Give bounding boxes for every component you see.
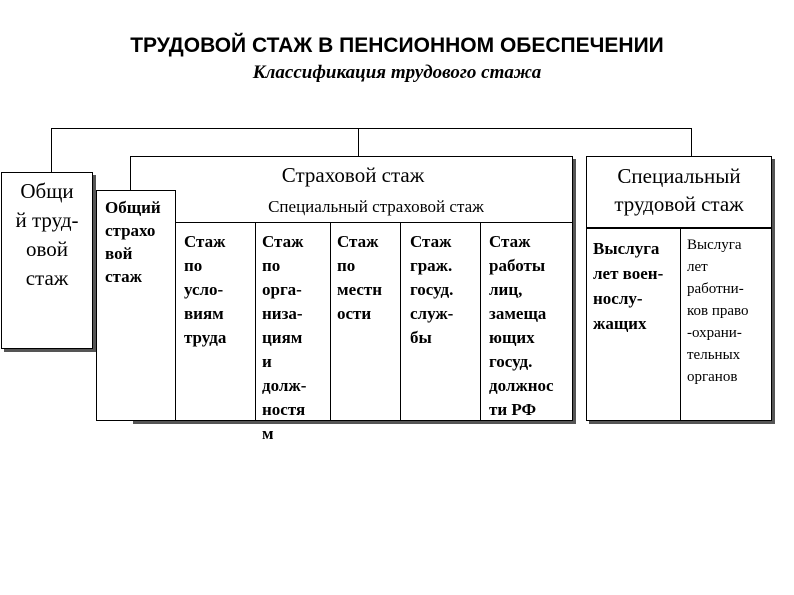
column-divider-4 — [480, 222, 481, 421]
column-divider-1 — [255, 222, 256, 421]
special-work-experience-box — [586, 156, 772, 228]
organizations-positions-experience: Стаж по орга- низа- циям и долж- ностя м — [262, 232, 307, 443]
special-work-experience-label: Специальный трудовой стаж — [614, 164, 744, 216]
connector-middle-drop — [358, 128, 359, 156]
locality-experience: Стаж по местн ости — [337, 232, 383, 323]
long-service-divider — [680, 229, 681, 420]
special-insurance-experience-label: Специальный страховой стаж — [268, 197, 484, 216]
law-enforcement-long-service: Выслуга лет работни- ков право -охрани- тельных органов — [687, 237, 749, 385]
page-subtitle: Классификация трудового стажа — [252, 62, 542, 83]
column-divider-2 — [330, 222, 331, 421]
insurance-experience-label: Страховой стаж — [281, 163, 425, 187]
column-divider-3 — [400, 222, 401, 421]
connector-left-drop — [51, 128, 52, 172]
special-insurance-divider — [176, 222, 573, 223]
state-positions-experience: Стаж работы лиц, замеща ющих госуд. должнос ти РФ — [489, 232, 554, 419]
work-conditions-experience: Стаж по усло- виям труда — [184, 232, 227, 347]
long-service-box — [586, 228, 772, 421]
page-title: ТРУДОВОЙ СТАЖ В ПЕНСИОННОМ ОБЕСПЕЧЕНИИ — [130, 34, 664, 57]
general-work-experience-label: Общи й труд- овой стаж — [15, 179, 79, 290]
general-insurance-experience-box — [96, 190, 176, 421]
military-long-service: Выслуга лет воен- нослу- жащих — [593, 239, 664, 333]
connector-right-drop — [691, 128, 692, 156]
civil-service-experience: Стаж граж. госуд. служ- бы — [410, 232, 454, 347]
general-insurance-experience-label: Общий страхо вой стаж — [105, 198, 161, 286]
general-work-experience-box — [1, 172, 93, 349]
connector-top-horizontal — [51, 128, 692, 129]
